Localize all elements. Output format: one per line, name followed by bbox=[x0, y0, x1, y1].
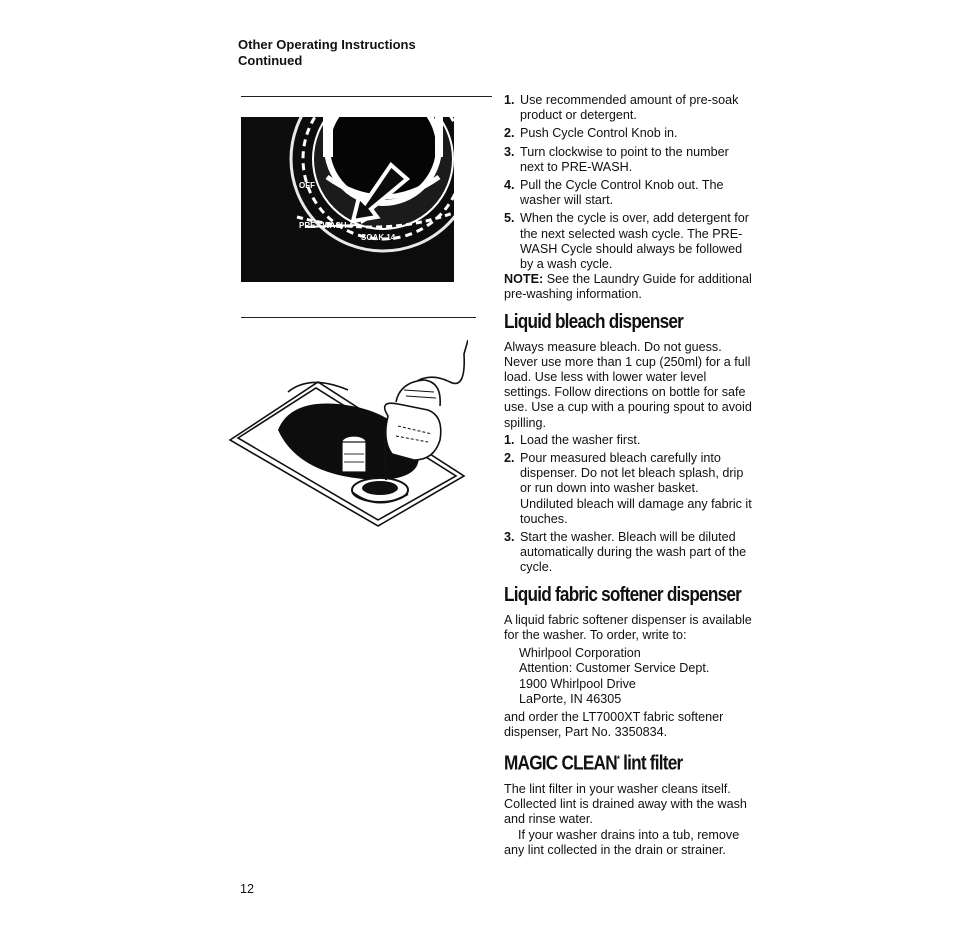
step-number: 3. bbox=[504, 144, 515, 159]
step-number: 2. bbox=[504, 451, 515, 466]
bleach-intro: Always measure bleach. Do not guess. Never use more than 1 cup (250ml) for a full load. Use less with lower water level settings. Follow directions on bottle for safe use. Use a cup with a pouring spout to avoid spilling. bbox=[504, 339, 752, 430]
step-text: Turn clockwise to point to the number next to PRE-WASH. bbox=[520, 144, 729, 174]
list-item bbox=[504, 451, 754, 527]
dial-label-prewash: PRE - WASH 4 bbox=[299, 221, 354, 230]
step-text: When the cycle is over, add detergent for the next selected wash cycle. The PRE-WASH Cycle should always be followed by a wash cycle. bbox=[520, 211, 749, 272]
note-label: NOTE: bbox=[504, 272, 544, 287]
list-item bbox=[504, 530, 754, 576]
step-text: Pour measured bleach carefully into dispenser. Do not let bleach splash, drip or run down into washer basket. Undiluted bleach will damage any fabric it touches. bbox=[520, 451, 752, 526]
lint-heading-mark: * bbox=[616, 754, 620, 765]
list-item bbox=[504, 211, 754, 272]
lint-paragraph-1: The lint filter in your washer cleans itself. Collected lint is drained away with the wash and rinse water. bbox=[504, 781, 747, 827]
lint-heading-brand: MAGIC CLEAN bbox=[504, 752, 617, 775]
header-subtitle: Continued bbox=[238, 53, 303, 68]
lint-heading bbox=[504, 747, 719, 776]
note-text: See the Laundry Guide for additional pre-washing information. bbox=[504, 272, 752, 302]
step-text: Pull the Cycle Control Knob out. The washer will start. bbox=[520, 178, 724, 208]
bleach-heading: Liquid bleach dispenser bbox=[504, 310, 684, 333]
list-item bbox=[504, 433, 754, 448]
step-number: 4. bbox=[504, 178, 515, 193]
step-number: 1. bbox=[504, 93, 515, 107]
step-text: Push Cycle Control Knob in. bbox=[520, 126, 678, 141]
cycle-knob-drawing bbox=[241, 117, 454, 282]
step-text: Use recommended amount of pre-soak product or detergent. bbox=[520, 93, 739, 123]
list-item bbox=[504, 93, 754, 123]
list-item bbox=[504, 126, 754, 141]
lint-paragraph-2: If your washer drains into a tub, remove any lint collected in the drain or strainer. bbox=[504, 827, 740, 857]
bleach-pouring-drawing bbox=[228, 330, 468, 530]
address-line: LaPorte, IN 46305 bbox=[519, 691, 622, 706]
prewash-note bbox=[504, 272, 754, 302]
step-number: 2. bbox=[504, 126, 515, 141]
step-text: Start the washer. Bleach will be diluted automatically during the wash part of the cycle. bbox=[520, 530, 747, 575]
prewash-steps bbox=[504, 93, 754, 272]
step-number: 3. bbox=[504, 530, 515, 545]
address-line: 1900 Whirlpool Drive bbox=[519, 676, 636, 691]
step-number: 5. bbox=[504, 211, 515, 226]
list-item bbox=[504, 178, 754, 208]
cycle-knob-illustration bbox=[241, 117, 454, 282]
divider-top bbox=[241, 96, 492, 97]
dial-label-off: OFF bbox=[299, 181, 315, 190]
lint-heading-rest: lint filter bbox=[619, 752, 683, 775]
text-column bbox=[504, 93, 754, 858]
bleach-steps bbox=[504, 433, 754, 576]
bleach-pouring-illustration bbox=[228, 330, 468, 530]
address-line: Whirlpool Corporation bbox=[519, 646, 641, 661]
softener-order: and order the LT7000XT fabric softener dispenser, Part No. 3350834. bbox=[504, 709, 724, 740]
list-item bbox=[504, 145, 754, 175]
divider-middle bbox=[241, 317, 476, 318]
page-number: 12 bbox=[240, 882, 255, 896]
section-header bbox=[238, 37, 416, 69]
softener-intro: A liquid fabric softener dispenser is available for the washer. To order, write to: bbox=[504, 612, 752, 642]
dial-label-soak: SOAK 14 bbox=[361, 233, 396, 242]
step-text: Load the washer first. bbox=[520, 432, 641, 447]
mailing-address bbox=[504, 646, 754, 707]
softener-heading: Liquid fabric softener dispenser bbox=[504, 583, 742, 606]
address-line: Attention: Customer Service Dept. bbox=[519, 661, 710, 676]
header-title: Other Operating Instructions bbox=[238, 37, 416, 52]
step-number: 1. bbox=[504, 432, 515, 447]
